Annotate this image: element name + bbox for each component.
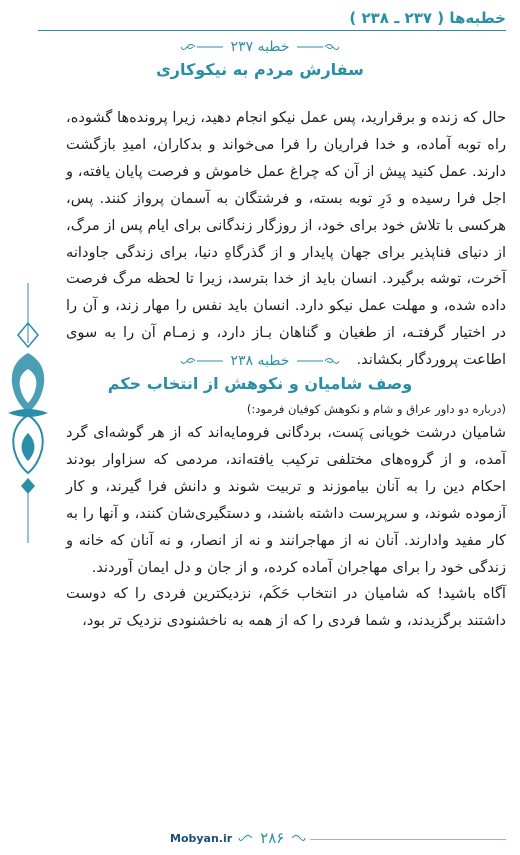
paragraph: حال که زنده و برقرارید، پس عمل نیکو انجام دهید، زیرا پرونده‌ها گشوده، راه توبه آماده، و خدا فراریان را فرا می‌خواند و بدکاران، امیدِ بازگشت دارند. عمل کنید پیش از آن که چراغ عمل خاموش و فرصت پایان یافته، و اجل فرا رسیده و دَرِ توبه بسته، و فرشتگان به آسمان پرواز کنند. پس، هرکسی با تلاش خود برای خود، از روزگار زندگانی برای ایام پس از مرگ، از دنیای فناپذیر برای جهان پایدار و از گذرگاهِ دنیا، برای زندگی جاودانه آخرت، توشه برگیرد. انسان باید از خدا بترسد، زیرا تا لحظه مرگ فرصت داده شده، و مهلت عمل نیکو دارد. انسان باید نفس را مهار زند، و آن را در اختیار گرفتـه، از طغیان و گناهان بـاز دارد، و زمـام آن را به سوی اطاعت پروردگار بکشاند. <box>66 109 506 369</box>
decorative-ornament-icon <box>4 283 52 543</box>
sermon-label <box>179 352 342 370</box>
paragraph: شامیان درشت خویانی پَست، بردگانی فرومایه‌اند که از هر گوشه‌ای گرد آمده، و از گروه‌های مختلفی ترکیب یافته‌اند، مردمی که سزاوار بودند احکام دین را به آنان بیاموزند و تربیت شوند و دانش فرا گیرند، و کار آزموده شوند، و سرپرست داشته باشند، و دستگیری‌شان کنند، و آنها را به کار مفید وادارند. آنان نه از مهاجرانند و نه از انصار، و نه آنان که خانه و زندگی خود را برای مهاجران آماده کرده، و از جان و دل ایمان آوردند. <box>66 424 506 576</box>
page-number: ۲۸۶ <box>260 829 285 847</box>
flourish-icon <box>295 41 341 53</box>
sermon-subtitle: سفارش مردم به نیکوکاری <box>156 60 364 79</box>
page-header <box>38 8 506 31</box>
flourish-icon <box>290 832 306 844</box>
sermon-237-text <box>66 105 506 374</box>
header-title: خطبه‌ها ( ۲۳۷ ـ ۲۳۸ ) <box>349 9 506 27</box>
sermon-label <box>179 38 342 56</box>
footer-content <box>170 829 306 847</box>
flourish-icon <box>179 355 225 367</box>
flourish-icon <box>238 832 254 844</box>
site-name: Mobyan.ir <box>170 831 233 845</box>
page-footer <box>0 829 520 849</box>
footer-rule <box>310 839 506 840</box>
sermon-238-text <box>66 420 506 635</box>
sermon-note: (درباره دو داور عراق و شام و نکوهش کوفیان فرمود:) <box>246 402 506 416</box>
flourish-icon <box>179 41 225 53</box>
flourish-icon <box>295 355 341 367</box>
sermon-number: خطبه ۲۳۸ <box>230 353 290 369</box>
sermon-number: خطبه ۲۳۷ <box>230 39 290 55</box>
paragraph: آگاه باشید! که شامیان در انتخاب حَکَم، نزدیکترین فردی را که دوست داشتند برگزیدند، و شما فردی را که از همه به ناخشنودی نزدیک تر بود، <box>66 585 506 630</box>
sermon-238-heading <box>0 352 520 395</box>
sermon-237-heading <box>0 38 520 81</box>
sermon-subtitle: وصف شامیان و نکوهش از انتخاب حکم <box>107 374 413 393</box>
